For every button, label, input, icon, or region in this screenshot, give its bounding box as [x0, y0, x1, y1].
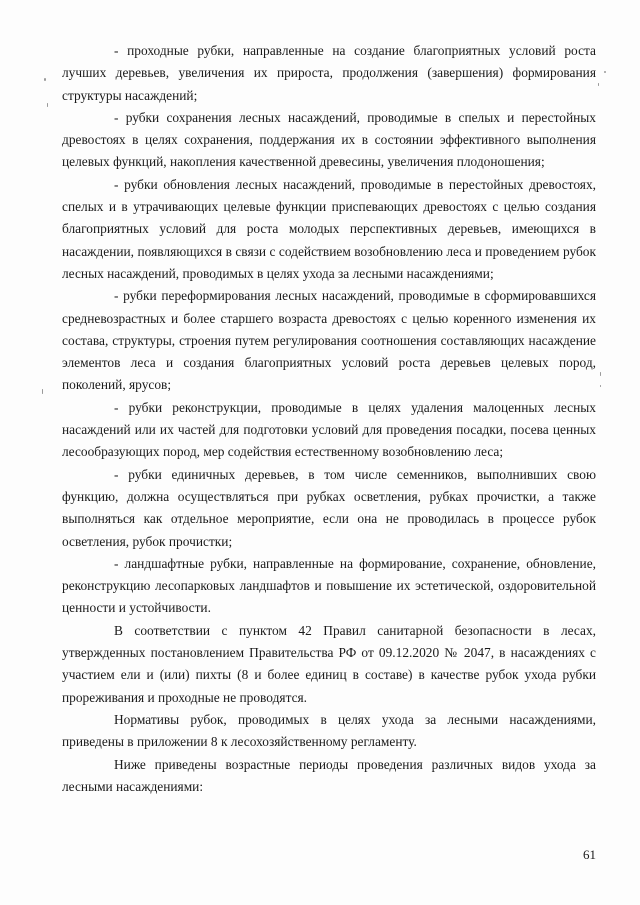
scan-speck: [600, 385, 601, 387]
scan-speck: [42, 389, 43, 394]
scan-speck: [604, 71, 606, 73]
scan-speck: [598, 83, 599, 86]
paragraph: В соответствии с пунктом 42 Правил санитарной безопасности в лесах, утвержденных постановлением Правительства РФ от 09.12.2020 № 2047, в насаждениях с участием ели и (или) пихты (8 и более единиц в составе) в качестве рубок ухода рубки прореживания и проходные не проводятся.: [62, 622, 596, 705]
scan-speck: [47, 103, 48, 107]
paragraph: - рубки реконструкции, проводимые в целях удаления малоценных лесных насаждений или их частей для подготовки условий для проведения посадки, посева ценных лесообразующих пород, мер содействия естественному возобновлению леса;: [62, 399, 596, 460]
paragraph: - рубки обновления лесных насаждений, проводимые в перестойных древостоях, спелых и в утрачивающих целевые функции приспевающих древостоях с целью создания благоприятных условий для роста молодых перспективных деревьев, имеющихся в насаждении, появляющихся в связи с содействием возобновлению леса и проведением рубок лесных насаждений, проводимых в целях ухода за лесными насаждениями;: [62, 176, 596, 281]
scan-speck: [44, 78, 46, 81]
paragraph: - рубки единичных деревьев, в том числе семенников, выполнивших свою функцию, должна осуществляться при рубках осветления, рубках прочистки, а также выполняться как отдельное мероприятие, если она не проводилась в процессе рубок осветления, рубок прочистки;: [62, 466, 596, 549]
scan-speck: [600, 372, 601, 376]
paragraph: - ландшафтные рубки, направленные на формирование, сохранение, обновление, реконструкцию лесопарковых ландшафтов и повышение их эстетической, оздоровительной ценности и устойчивости.: [62, 555, 596, 616]
page-number: 61: [583, 847, 596, 862]
paragraph: - рубки сохранения лесных насаждений, проводимые в спелых и перестойных древостоях в целях сохранения, поддержания их в состоянии эффективного выполнения целевых функций, накопления качественной древесины, увеличения плодоношения;: [62, 109, 596, 170]
paragraph: - рубки переформирования лесных насаждений, проводимые в сформировавшихся средневозрастных и более старшего возраста древостоях с целью коренного изменения их состава, структуры, строения путем регулирования соотношения составляющих насаждение элементов леса и создания благоприятных условий роста деревьев целевых пород, поколений, ярусов;: [62, 288, 596, 393]
body-text: [62, 40, 596, 798]
paragraph: - проходные рубки, направленные на создание благоприятных условий роста лучших деревьев, увеличения их прироста, продолжения (завершения) формирования структуры насаждений;: [62, 43, 596, 103]
paragraph: Ниже приведены возрастные периоды проведения различных видов ухода за лесными насаждениями:: [62, 756, 596, 794]
paragraph: Нормативы рубок, проводимых в целях ухода за лесными насаждениями, приведены в приложении 8 к лесохозяйственному регламенту.: [62, 711, 596, 750]
